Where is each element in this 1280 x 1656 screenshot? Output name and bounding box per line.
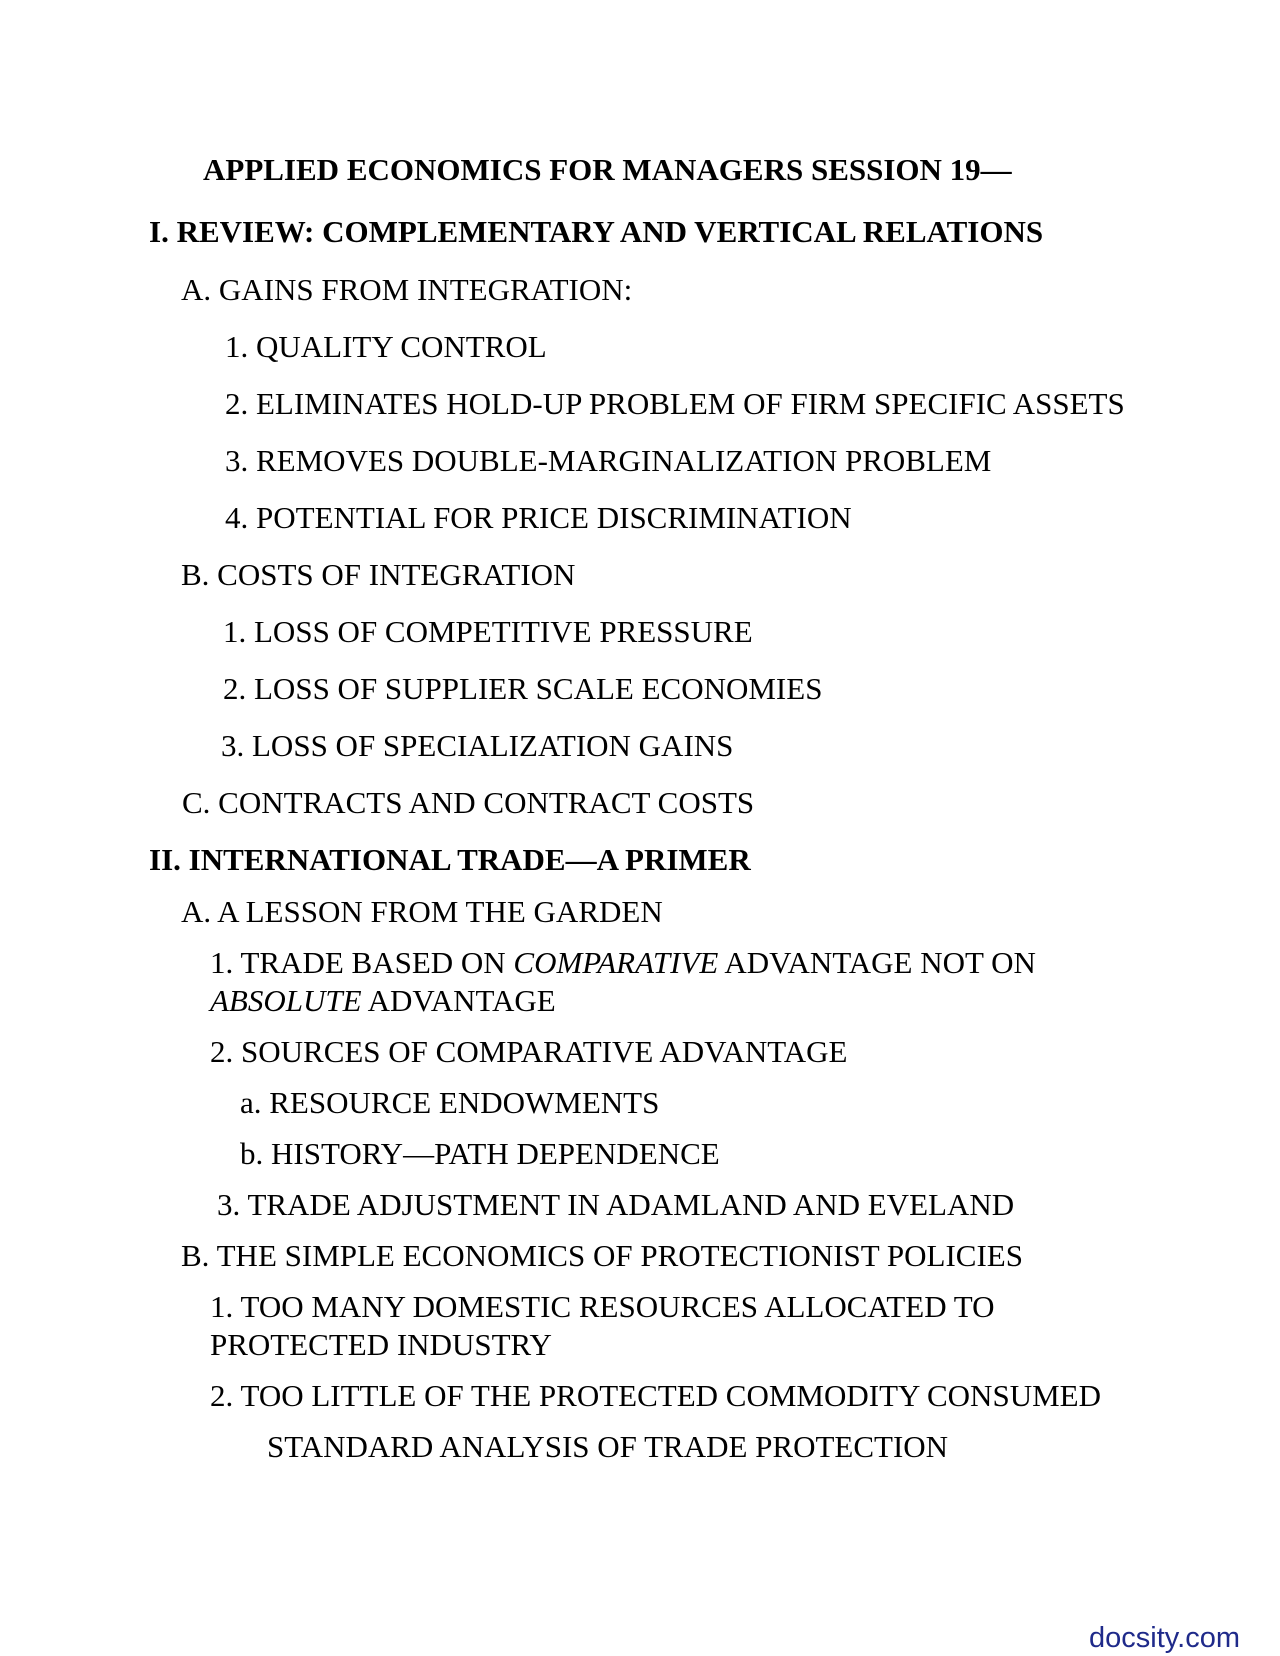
list-item: 3. LOSS OF SPECIALIZATION GAINS: [221, 728, 734, 763]
docsity-watermark[interactable]: docsity.com: [1089, 1622, 1240, 1654]
list-item: 1. TOO MANY DOMESTIC RESOURCES ALLOCATED TO: [210, 1289, 995, 1324]
list-item: 2. TOO LITTLE OF THE PROTECTED COMMODITY CONSUMED: [210, 1378, 1101, 1413]
emphasis-comparative: COMPARATIVE: [513, 945, 719, 980]
subsection-lesson-from-garden: A. A LESSON FROM THE GARDEN: [181, 894, 663, 929]
list-item-continuation: PROTECTED INDUSTRY: [210, 1327, 552, 1362]
figure-caption: STANDARD ANALYSIS OF TRADE PROTECTION: [267, 1429, 949, 1464]
subsection-protectionist-policies: B. THE SIMPLE ECONOMICS OF PROTECTIONIST POLICIES: [181, 1238, 1023, 1273]
subsection-contracts: C. CONTRACTS AND CONTRACT COSTS: [182, 785, 755, 820]
list-item-text: ADVANTAGE NOT ON: [718, 945, 1036, 980]
list-item-text: 1. TRADE BASED ON: [210, 945, 514, 980]
list-item: 2. ELIMINATES HOLD-UP PROBLEM OF FIRM SPECIFIC ASSETS: [225, 386, 1125, 421]
list-item: 1. LOSS OF COMPETITIVE PRESSURE: [223, 614, 753, 649]
list-item-text: ADVANTAGE: [361, 983, 556, 1018]
list-item-continuation: [210, 982, 556, 1020]
emphasis-absolute: ABSOLUTE: [210, 983, 362, 1018]
list-item: 2. LOSS OF SUPPLIER SCALE ECONOMIES: [223, 671, 823, 706]
list-item: 1. QUALITY CONTROL: [225, 329, 547, 364]
sub-list-item: a. RESOURCE ENDOWMENTS: [240, 1085, 660, 1120]
list-item: 3. REMOVES DOUBLE-MARGINALIZATION PROBLEM: [225, 443, 992, 478]
subsection-gains-from-integration: A. GAINS FROM INTEGRATION:: [181, 272, 633, 307]
list-item: 4. POTENTIAL FOR PRICE DISCRIMINATION: [225, 500, 852, 535]
section-heading-international-trade: II. INTERNATIONAL TRADE—A PRIMER: [149, 842, 751, 877]
list-item: 3. TRADE ADJUSTMENT IN ADAMLAND AND EVELAND: [217, 1187, 1015, 1222]
list-item-comparative-advantage: [210, 944, 1036, 982]
sub-list-item: b. HISTORY—PATH DEPENDENCE: [240, 1136, 720, 1171]
document-title: APPLIED ECONOMICS FOR MANAGERS SESSION 19—: [203, 152, 1012, 187]
subsection-costs-of-integration: B. COSTS OF INTEGRATION: [181, 557, 576, 592]
section-heading-review: I. REVIEW: COMPLEMENTARY AND VERTICAL RELATIONS: [149, 214, 1044, 249]
list-item: 2. SOURCES OF COMPARATIVE ADVANTAGE: [210, 1034, 848, 1069]
